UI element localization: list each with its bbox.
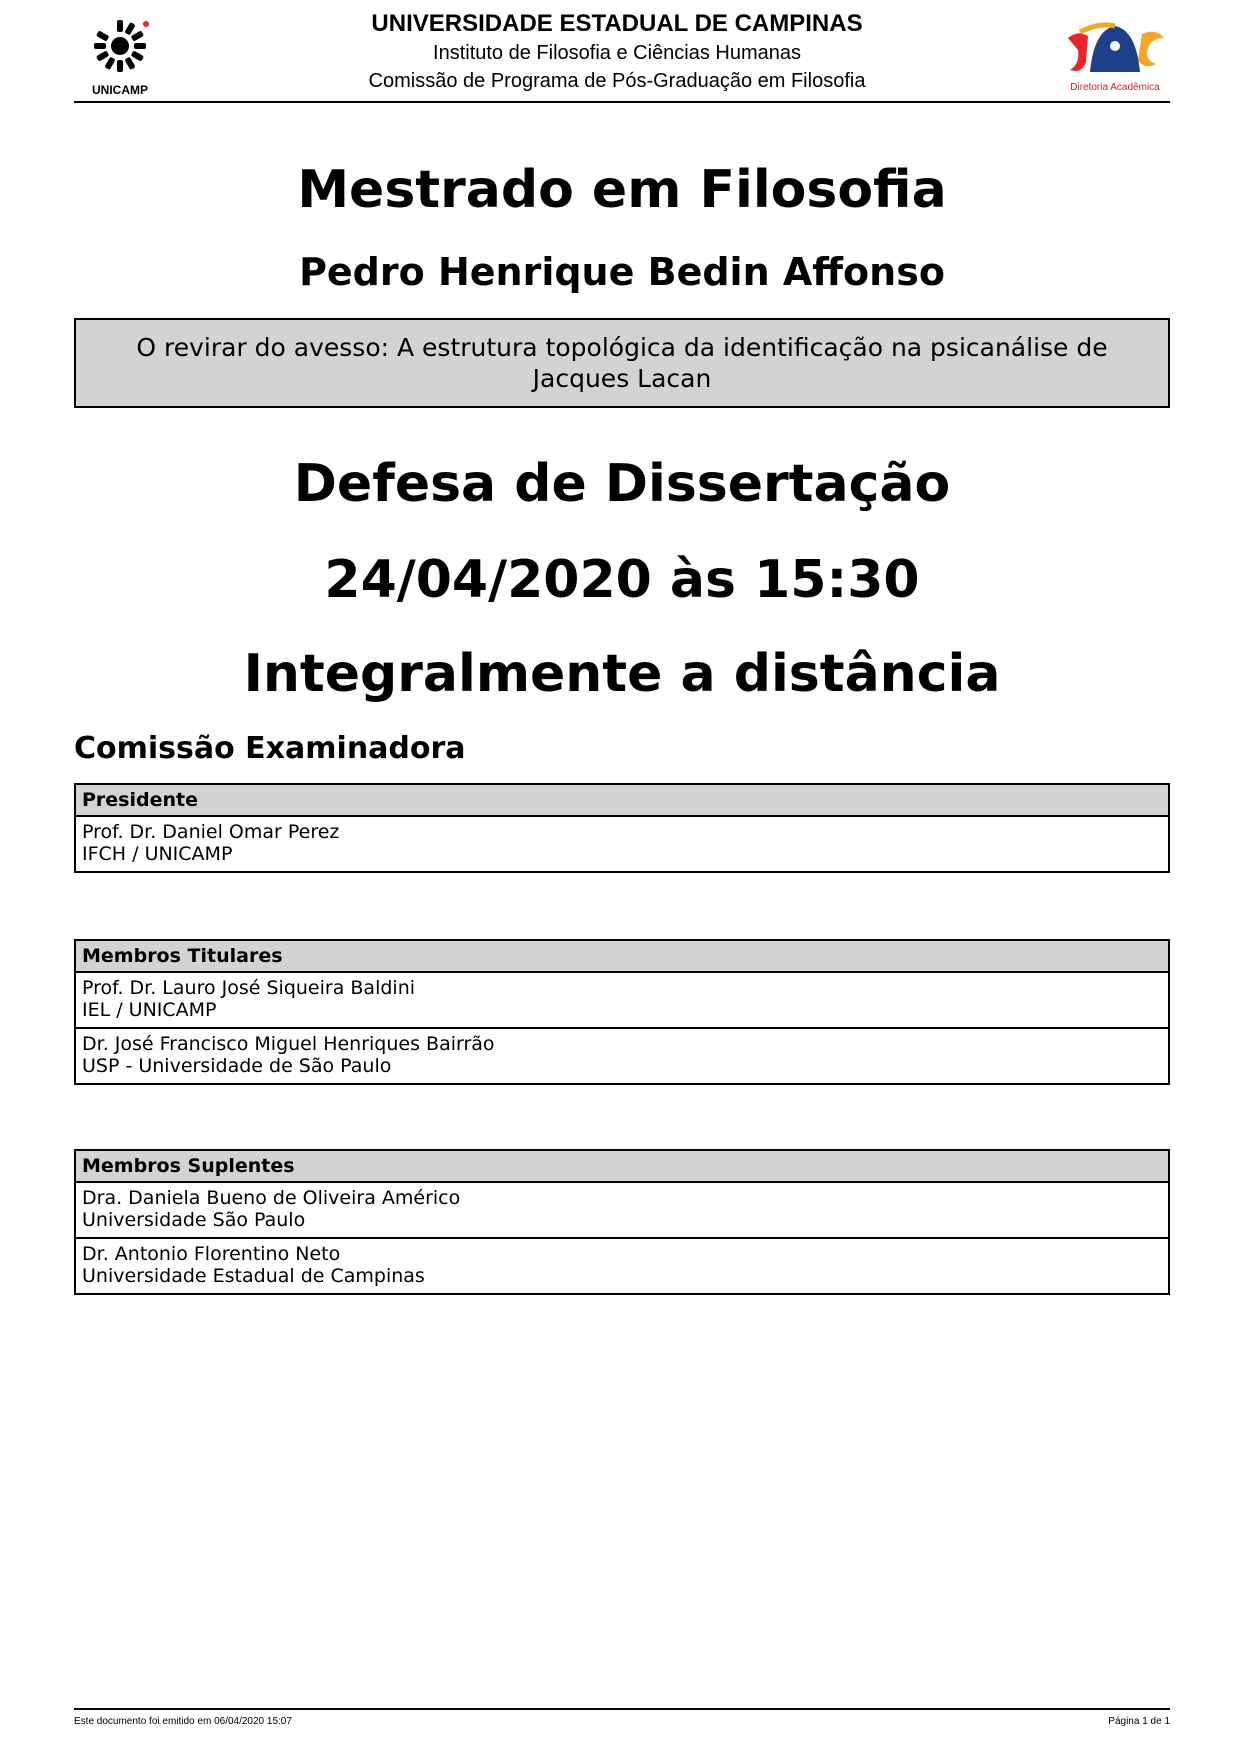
thesis-title: O revirar do avesso: A estrutura topológica da identificação na psicanálise de Jacques Lacan (136, 333, 1108, 393)
table-row (76, 1183, 1168, 1239)
member-affiliation: IFCH / UNICAMP (82, 843, 233, 865)
header-text (194, 10, 1040, 94)
institute-name: Instituto de Filosofia e Ciências Humanas (433, 42, 801, 64)
member-name: Prof. Dr. Lauro José Siqueira Baldini (82, 977, 416, 999)
event-datetime: 24/04/2020 às 15:30 (324, 550, 920, 610)
member-affiliation: USP - Universidade de São Paulo (82, 1055, 392, 1077)
member-affiliation: IEL / UNICAMP (82, 999, 217, 1021)
thesis-title-box (74, 318, 1170, 408)
president-header: Presidente (76, 785, 1168, 817)
member-name: Prof. Dr. Daniel Omar Perez (82, 821, 340, 843)
president-table (74, 783, 1170, 873)
commission-name: Comissão de Programa de Pós-Graduação em Filosofia (368, 70, 866, 92)
member-name: Dra. Daniela Bueno de Oliveira Américo (82, 1187, 461, 1209)
event-title: Defesa de Dissertação (293, 454, 951, 514)
document-header (74, 8, 1170, 103)
member-name: Dr. Antonio Florentino Neto (82, 1243, 341, 1265)
titulares-header: Membros Titulares (76, 941, 1168, 973)
issued-date: Este documento foi emitido em 06/04/2020 15:07 (74, 1716, 292, 1727)
suplentes-table (74, 1149, 1170, 1295)
member-name: Dr. José Francisco Miguel Henriques Bairrão (82, 1033, 495, 1055)
course-title: Mestrado em Filosofia (297, 160, 947, 220)
event-mode: Integralmente a distância (243, 644, 1001, 704)
page-number: Página 1 de 1 (1108, 1716, 1170, 1727)
unicamp-logo (80, 14, 160, 98)
titulares-table (74, 939, 1170, 1085)
member-affiliation: Universidade São Paulo (82, 1209, 306, 1231)
svg-text:Diretoria Acadêmica: Diretoria Acadêmica (1070, 82, 1160, 93)
table-row (76, 1239, 1168, 1293)
member-affiliation: Universidade Estadual de Campinas (82, 1265, 425, 1287)
document-footer (74, 1708, 1170, 1727)
student-name: Pedro Henrique Bedin Affonso (299, 250, 945, 294)
committee-title: Comissão Examinadora (74, 731, 466, 766)
table-row (76, 973, 1168, 1029)
dac-logo (1060, 20, 1170, 100)
svg-text:UNICAMP: UNICAMP (92, 83, 148, 97)
university-name: UNIVERSIDADE ESTADUAL DE CAMPINAS (371, 10, 863, 37)
table-row (76, 1029, 1168, 1083)
table-row (76, 817, 1168, 871)
suplentes-header: Membros Suplentes (76, 1151, 1168, 1183)
